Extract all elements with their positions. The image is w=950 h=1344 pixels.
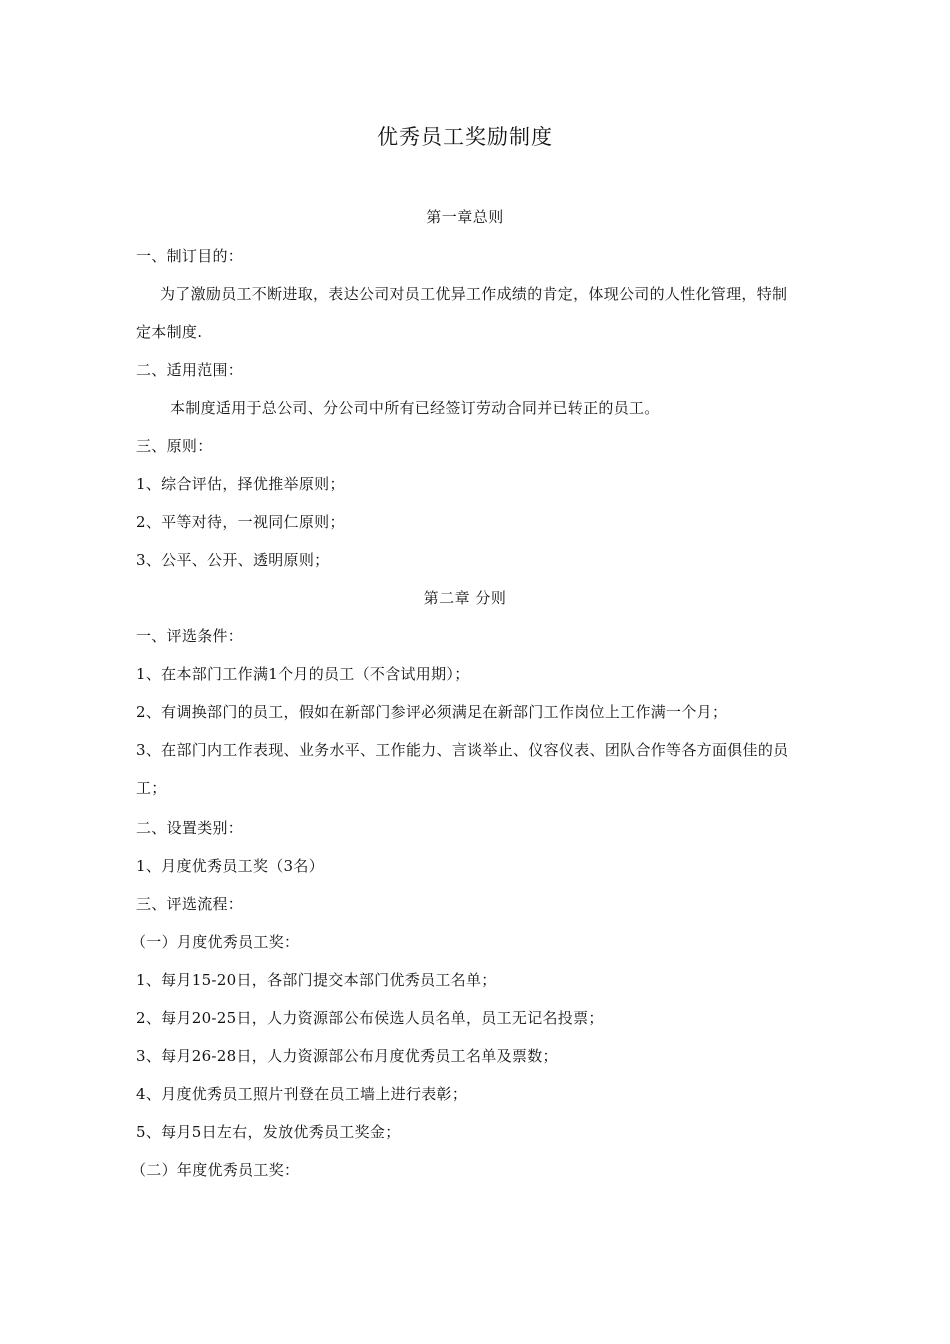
purpose-paragraph-line-2: 定本制度. xyxy=(136,323,203,341)
section-criteria-heading: 一、评选条件： xyxy=(136,627,244,645)
criteria-item: 3、在部门内工作表现、业务水平、工作能力、言谈举止、仪容仪表、团队合作等各方面俱佳的员 xyxy=(136,741,789,759)
principle-item: 3、公平、公开、透明原则； xyxy=(136,551,330,569)
scope-paragraph: 本制度适用于总公司、分公司中所有已经签订劳动合同并已转正的员工。 xyxy=(170,399,660,417)
purpose-paragraph-line-1: 为了激励员工不断进取，表达公司对员工优异工作成绩的肯定，体现公司的人性化管理，特制 xyxy=(160,285,788,303)
document-title: 优秀员工奖励制度 xyxy=(377,125,553,149)
section-purpose-heading: 一、制订目的： xyxy=(136,247,244,265)
criteria-item: 1、在本部门工作满1个月的员工（不含试用期）； xyxy=(136,665,470,683)
monthly-step: 2、每月20-25日，人力资源部公布侯选人员名单，员工无记名投票； xyxy=(136,1009,604,1027)
monthly-award-heading: （一）月度优秀员工奖： xyxy=(131,933,300,951)
section-scope-heading: 二、适用范围： xyxy=(136,361,244,379)
principle-item: 1、综合评估，择优推举原则； xyxy=(136,475,345,493)
annual-award-heading: （二）年度优秀员工奖： xyxy=(131,1161,300,1179)
criteria-item: 2、有调换部门的员工，假如在新部门参评必须满足在新部门工作岗位上工作满一个月； xyxy=(136,703,728,721)
criteria-item-continuation: 工； xyxy=(136,779,167,797)
section-principles-heading: 三、原则： xyxy=(136,437,213,455)
section-categories-heading: 二、设置类别： xyxy=(136,819,244,837)
section-process-heading: 三、评选流程： xyxy=(136,895,244,913)
principle-item: 2、平等对待，一视同仁原则； xyxy=(136,513,345,531)
monthly-step: 5、每月5日左右，发放优秀员工奖金； xyxy=(136,1123,401,1141)
category-item: 1、月度优秀员工奖（3名） xyxy=(136,857,324,875)
monthly-step: 4、月度优秀员工照片刊登在员工墙上进行表彰； xyxy=(136,1085,468,1103)
chapter-1-heading: 第一章总则 xyxy=(426,208,504,226)
chapter-2-heading: 第二章 分则 xyxy=(423,589,507,607)
monthly-step: 3、每月26-28日，人力资源部公布月度优秀员工名单及票数； xyxy=(136,1047,558,1065)
monthly-step: 1、每月15-20日，各部门提交本部门优秀员工名单； xyxy=(136,971,497,989)
